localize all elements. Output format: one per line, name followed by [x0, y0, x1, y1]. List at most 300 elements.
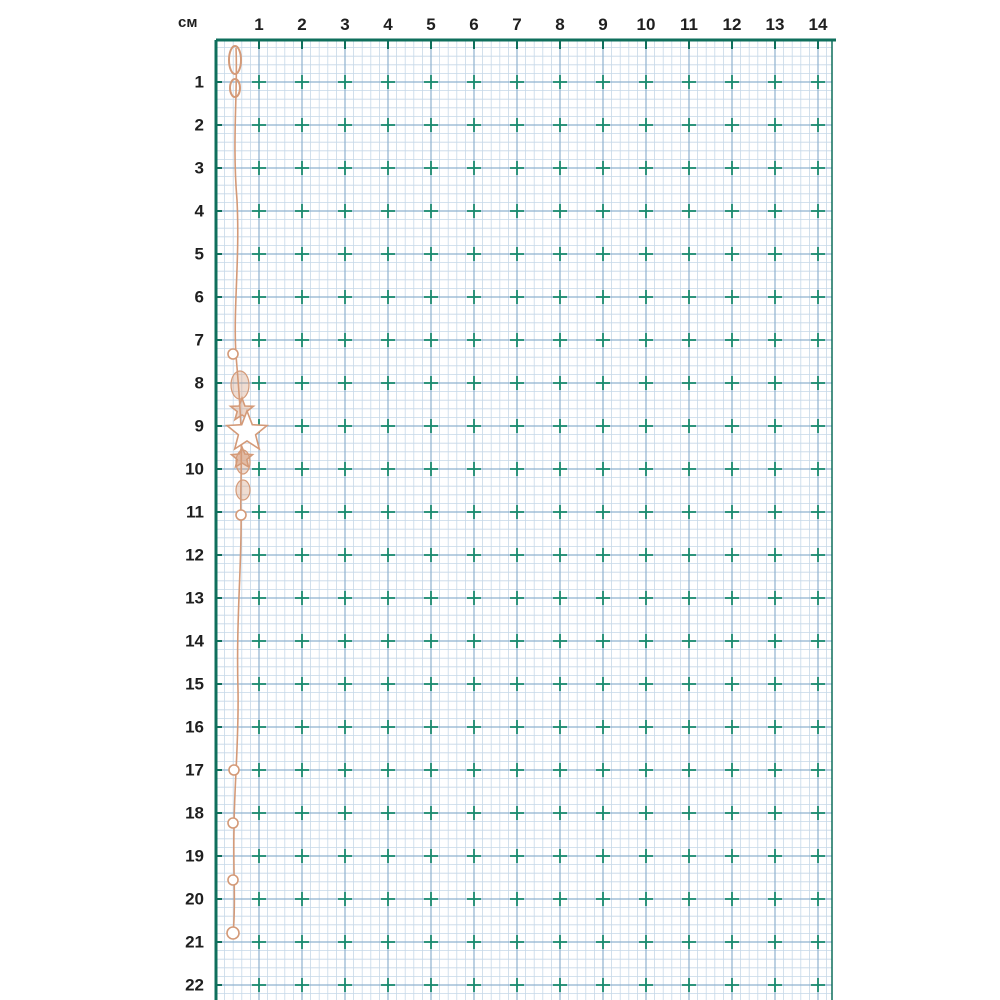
cross-marker [338, 376, 352, 390]
cross-marker [381, 591, 395, 605]
cross-marker [639, 591, 653, 605]
cross-marker [553, 591, 567, 605]
cross-marker [467, 763, 481, 777]
cross-marker [467, 720, 481, 734]
cross-marker [811, 75, 825, 89]
cross-marker [510, 763, 524, 777]
column-label: 6 [469, 15, 479, 34]
cross-marker [596, 376, 610, 390]
cross-marker [639, 763, 653, 777]
cross-marker [338, 462, 352, 476]
cross-marker [682, 290, 696, 304]
cross-marker [768, 118, 782, 132]
cross-marker [596, 591, 610, 605]
cross-marker [768, 677, 782, 691]
cross-marker [381, 419, 395, 433]
cross-marker [467, 290, 481, 304]
cross-marker [725, 720, 739, 734]
cross-marker [811, 548, 825, 562]
cross-marker [252, 634, 266, 648]
cross-marker [424, 75, 438, 89]
cross-marker [510, 806, 524, 820]
cross-marker [295, 161, 309, 175]
cross-marker [811, 376, 825, 390]
cross-marker [252, 763, 266, 777]
row-label: 7 [194, 330, 204, 350]
cross-marker [252, 849, 266, 863]
cross-marker [553, 419, 567, 433]
cross-marker [596, 548, 610, 562]
row-label: 8 [194, 373, 204, 393]
cross-marker [596, 634, 610, 648]
cross-marker [553, 849, 567, 863]
cross-marker [639, 419, 653, 433]
cross-marker [553, 118, 567, 132]
cross-marker [424, 419, 438, 433]
cross-marker [467, 75, 481, 89]
cross-marker [596, 290, 610, 304]
cross-marker [252, 118, 266, 132]
cross-marker [811, 806, 825, 820]
column-label: 1 [254, 15, 264, 34]
cross-marker [295, 204, 309, 218]
cross-marker [639, 204, 653, 218]
cross-marker [295, 677, 309, 691]
cross-marker [639, 978, 653, 992]
cross-marker [424, 505, 438, 519]
row-label: 10 [185, 459, 204, 479]
cross-marker [510, 419, 524, 433]
cross-marker [424, 333, 438, 347]
cross-marker [682, 333, 696, 347]
cross-marker [725, 333, 739, 347]
cross-marker [811, 419, 825, 433]
column-label: 8 [555, 15, 565, 34]
cross-marker [811, 634, 825, 648]
cross-marker [682, 892, 696, 906]
cross-marker [424, 935, 438, 949]
cross-marker [768, 849, 782, 863]
chain-ring [228, 349, 238, 359]
cross-marker [553, 247, 567, 261]
cross-marker [424, 290, 438, 304]
cross-marker [467, 634, 481, 648]
cross-marker [381, 505, 395, 519]
cross-marker [725, 161, 739, 175]
cross-marker [768, 720, 782, 734]
cross-marker [596, 161, 610, 175]
cross-marker [467, 591, 481, 605]
cross-marker [553, 204, 567, 218]
cross-marker [682, 204, 696, 218]
row-label: 16 [185, 717, 204, 737]
cross-marker [424, 591, 438, 605]
cross-marker [424, 806, 438, 820]
cross-marker [252, 204, 266, 218]
cross-marker [596, 806, 610, 820]
column-label: 5 [426, 15, 436, 34]
cross-marker [553, 333, 567, 347]
cross-marker [811, 763, 825, 777]
row-label: 15 [185, 674, 204, 694]
cross-marker [596, 978, 610, 992]
cross-marker [252, 247, 266, 261]
row-label: 11 [186, 502, 204, 522]
cross-marker [682, 161, 696, 175]
cross-marker [725, 290, 739, 304]
cross-marker [682, 505, 696, 519]
cross-marker [682, 720, 696, 734]
cross-marker [295, 462, 309, 476]
cross-marker [252, 720, 266, 734]
cross-marker [381, 978, 395, 992]
cross-marker [467, 849, 481, 863]
chain-link [231, 371, 249, 399]
row-label: 4 [194, 201, 204, 221]
cross-marker [639, 892, 653, 906]
row-label: 22 [185, 975, 204, 995]
cross-marker [811, 161, 825, 175]
cross-marker [682, 247, 696, 261]
cross-marker [682, 634, 696, 648]
cross-marker [768, 462, 782, 476]
cross-marker [596, 419, 610, 433]
cross-marker [553, 978, 567, 992]
cross-marker [768, 978, 782, 992]
cross-marker [768, 591, 782, 605]
cross-marker [252, 290, 266, 304]
cross-marker [510, 978, 524, 992]
cross-marker [639, 247, 653, 261]
cross-marker [424, 892, 438, 906]
column-label: 12 [722, 15, 742, 34]
cross-marker [295, 935, 309, 949]
cross-marker [338, 204, 352, 218]
cross-marker [725, 591, 739, 605]
cross-marker [682, 548, 696, 562]
cross-marker [553, 935, 567, 949]
cross-marker [252, 806, 266, 820]
chain-ring [229, 765, 239, 775]
cross-marker [768, 290, 782, 304]
cross-marker [338, 806, 352, 820]
cross-marker [252, 333, 266, 347]
chain-ring [228, 818, 238, 828]
cross-marker [467, 118, 481, 132]
cross-marker [295, 75, 309, 89]
cross-marker [639, 677, 653, 691]
cross-marker [338, 333, 352, 347]
cross-marker [682, 978, 696, 992]
cross-marker [596, 677, 610, 691]
lobster-clasp-icon [229, 46, 241, 97]
cross-marker [639, 75, 653, 89]
cross-marker [596, 505, 610, 519]
row-label: 14 [185, 631, 204, 651]
cross-marker [725, 763, 739, 777]
row-label: 5 [194, 244, 204, 264]
row-label: 1 [194, 72, 204, 92]
cross-marker [338, 505, 352, 519]
cross-marker [338, 892, 352, 906]
cross-marker [467, 419, 481, 433]
chain-ring [228, 875, 238, 885]
cross-marker [811, 677, 825, 691]
cross-marker [725, 548, 739, 562]
cross-marker [768, 548, 782, 562]
cross-marker [338, 548, 352, 562]
cross-marker [381, 763, 395, 777]
cross-marker [768, 376, 782, 390]
cross-marker [639, 806, 653, 820]
cross-marker [682, 419, 696, 433]
cross-marker [768, 505, 782, 519]
cross-marker [725, 935, 739, 949]
cross-marker [725, 677, 739, 691]
row-label: 18 [185, 803, 204, 823]
cross-marker [510, 204, 524, 218]
cross-marker [811, 720, 825, 734]
cross-marker [596, 763, 610, 777]
cross-marker [295, 978, 309, 992]
column-label: 9 [598, 15, 608, 34]
cross-marker [811, 204, 825, 218]
column-label: 11 [680, 15, 698, 34]
cross-marker [768, 763, 782, 777]
cross-marker [381, 376, 395, 390]
cross-marker [467, 376, 481, 390]
cross-marker [252, 892, 266, 906]
row-label: 21 [185, 932, 204, 952]
cross-marker [725, 505, 739, 519]
cross-marker [424, 247, 438, 261]
row-label: 20 [185, 889, 204, 909]
cross-marker [295, 892, 309, 906]
cross-marker [639, 376, 653, 390]
cross-marker [424, 677, 438, 691]
cross-marker [424, 720, 438, 734]
cross-marker [467, 892, 481, 906]
cross-marker [596, 204, 610, 218]
cross-marker [338, 161, 352, 175]
cross-marker [510, 118, 524, 132]
cross-marker [338, 763, 352, 777]
cross-marker [424, 161, 438, 175]
cross-marker [682, 75, 696, 89]
cross-marker [553, 634, 567, 648]
cross-marker [381, 247, 395, 261]
cross-marker [252, 462, 266, 476]
cross-marker [596, 75, 610, 89]
cross-marker [553, 161, 567, 175]
cross-marker [252, 376, 266, 390]
cross-marker [811, 247, 825, 261]
cross-marker [639, 505, 653, 519]
cross-marker [768, 419, 782, 433]
cross-marker [553, 720, 567, 734]
cross-marker [639, 290, 653, 304]
cross-marker [639, 548, 653, 562]
cross-marker [467, 247, 481, 261]
cross-marker [682, 118, 696, 132]
row-label: 13 [185, 588, 204, 608]
cross-marker [768, 204, 782, 218]
cross-marker [381, 161, 395, 175]
cross-marker [338, 118, 352, 132]
cross-marker [338, 849, 352, 863]
column-label: 4 [383, 15, 393, 34]
cross-marker [596, 935, 610, 949]
cross-marker [682, 806, 696, 820]
cross-marker [381, 204, 395, 218]
cross-marker [639, 720, 653, 734]
chain-link [236, 480, 250, 500]
cross-marker [424, 763, 438, 777]
cross-marker [725, 892, 739, 906]
unit-label: см [178, 14, 198, 31]
cross-marker [381, 849, 395, 863]
cross-marker [510, 634, 524, 648]
cross-marker [682, 849, 696, 863]
cross-marker [424, 634, 438, 648]
cross-marker [510, 290, 524, 304]
cross-marker [295, 763, 309, 777]
cross-marker [768, 634, 782, 648]
cross-marker [510, 376, 524, 390]
cross-marker [553, 806, 567, 820]
cross-marker [553, 462, 567, 476]
cross-marker [424, 204, 438, 218]
cross-marker [553, 75, 567, 89]
row-label: 3 [194, 158, 204, 178]
cross-marker [639, 333, 653, 347]
cross-marker [510, 75, 524, 89]
row-label: 17 [185, 760, 204, 780]
cross-marker [424, 462, 438, 476]
cross-marker [682, 677, 696, 691]
cross-marker [381, 462, 395, 476]
cross-marker [639, 161, 653, 175]
cross-marker [553, 376, 567, 390]
cross-marker [295, 290, 309, 304]
cross-marker [639, 935, 653, 949]
row-label: 6 [194, 287, 204, 307]
cross-marker [725, 849, 739, 863]
cross-marker [338, 677, 352, 691]
cross-marker [338, 720, 352, 734]
cross-marker [338, 978, 352, 992]
cross-marker [768, 75, 782, 89]
cross-marker [510, 591, 524, 605]
cross-marker [295, 806, 309, 820]
cross-marker [295, 548, 309, 562]
cross-marker [510, 247, 524, 261]
cross-marker [467, 505, 481, 519]
cross-marker [725, 634, 739, 648]
cross-marker [252, 591, 266, 605]
cross-marker [381, 634, 395, 648]
cross-marker [381, 75, 395, 89]
cross-marker [596, 247, 610, 261]
cross-marker [295, 419, 309, 433]
cross-marker [639, 462, 653, 476]
cross-marker [811, 333, 825, 347]
cross-marker [768, 333, 782, 347]
cross-marker [725, 419, 739, 433]
cross-marker [295, 333, 309, 347]
cross-marker [338, 247, 352, 261]
cross-marker [725, 247, 739, 261]
cross-marker [467, 333, 481, 347]
cross-marker [596, 118, 610, 132]
cross-marker [639, 634, 653, 648]
cross-marker [596, 333, 610, 347]
cross-marker [252, 161, 266, 175]
cross-marker [467, 935, 481, 949]
cross-marker [295, 118, 309, 132]
cross-marker [725, 806, 739, 820]
cross-marker [811, 591, 825, 605]
cross-marker [811, 118, 825, 132]
cross-marker [768, 161, 782, 175]
cross-marker [295, 720, 309, 734]
cross-marker [553, 290, 567, 304]
cross-marker [553, 505, 567, 519]
cross-marker [768, 892, 782, 906]
cross-marker [553, 677, 567, 691]
cross-marker [553, 763, 567, 777]
cross-marker [424, 978, 438, 992]
column-label: 10 [636, 15, 656, 34]
cross-marker [510, 720, 524, 734]
cross-marker [811, 892, 825, 906]
cross-marker [682, 462, 696, 476]
cross-marker [725, 118, 739, 132]
cross-marker [725, 978, 739, 992]
cross-marker [553, 892, 567, 906]
cross-marker [725, 462, 739, 476]
row-label: 9 [194, 416, 204, 436]
cross-marker [596, 849, 610, 863]
cross-marker [467, 548, 481, 562]
cross-marker [295, 849, 309, 863]
cross-marker [252, 935, 266, 949]
cross-marker [381, 548, 395, 562]
cross-marker [510, 333, 524, 347]
cross-marker [381, 333, 395, 347]
cross-marker [252, 978, 266, 992]
cross-marker [252, 505, 266, 519]
cross-marker [295, 247, 309, 261]
cross-marker [424, 118, 438, 132]
cross-marker [811, 290, 825, 304]
cross-marker [725, 204, 739, 218]
cross-marker [596, 892, 610, 906]
cross-marker [338, 290, 352, 304]
cross-marker [381, 892, 395, 906]
cross-marker [381, 935, 395, 949]
cross-marker [381, 720, 395, 734]
cross-marker [725, 376, 739, 390]
cross-marker [510, 548, 524, 562]
chain-ring [227, 927, 239, 939]
cross-marker [338, 419, 352, 433]
cross-marker [467, 978, 481, 992]
cross-markers [252, 75, 825, 992]
cross-marker [252, 548, 266, 562]
cross-marker [381, 290, 395, 304]
cross-marker [424, 376, 438, 390]
